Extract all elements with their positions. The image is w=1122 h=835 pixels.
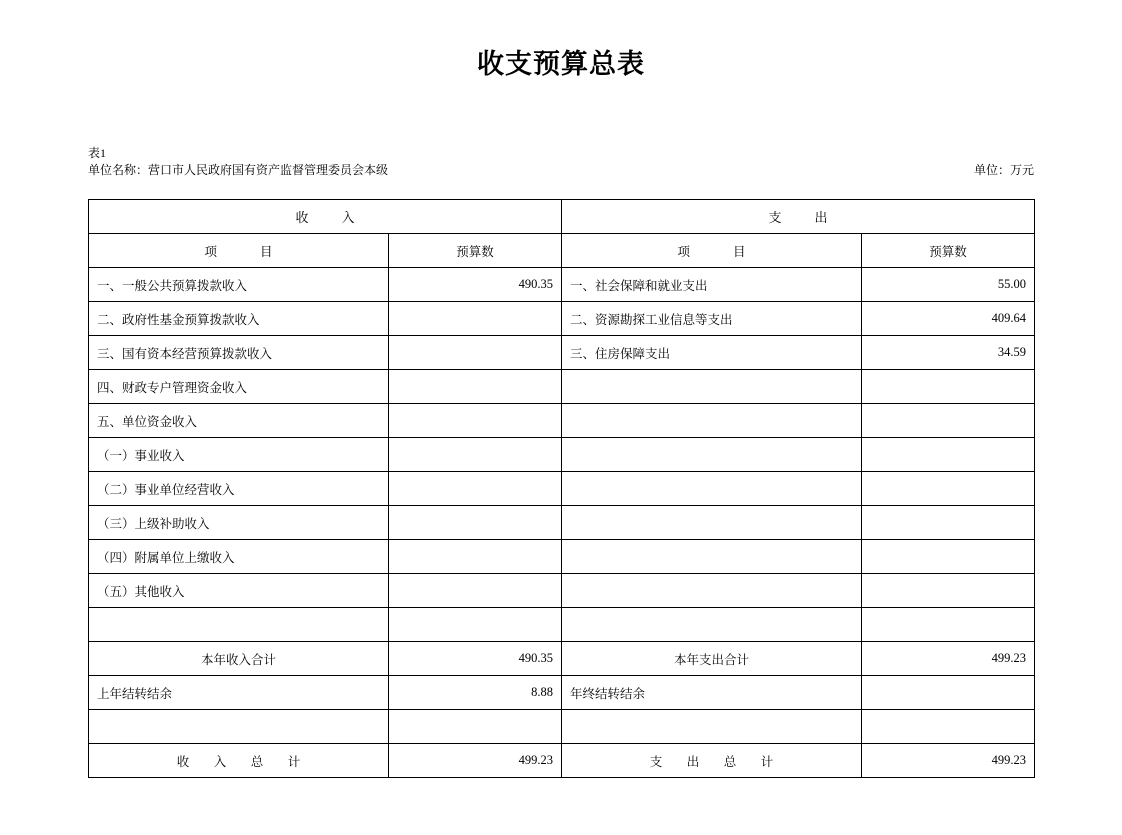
income-item: 四、财政专户管理资金收入 <box>89 370 389 404</box>
expenditure-value: 34.59 <box>862 336 1035 370</box>
group-header-expenditure: 支 出 <box>562 200 1035 234</box>
column-header-income-budget: 预算数 <box>389 234 562 268</box>
income-item: 五、单位资金收入 <box>89 404 389 438</box>
income-value <box>389 370 562 404</box>
currency-note: 单位：万元 <box>973 163 1034 177</box>
group-header-income: 收 入 <box>89 200 562 234</box>
expenditure-value <box>862 574 1035 608</box>
expenditure-item: 三、住房保障支出 <box>562 336 862 370</box>
grand-total-row <box>89 744 1035 778</box>
income-item <box>89 608 389 642</box>
expenditure-value <box>862 438 1035 472</box>
income-year-total-label: 本年收入合计 <box>89 642 389 676</box>
income-value: 490.35 <box>389 268 562 302</box>
page <box>0 42 1122 835</box>
expenditure-item: 二、资源勘探工业信息等支出 <box>562 302 862 336</box>
expenditure-year-total-value: 499.23 <box>862 642 1035 676</box>
income-item: （二）事业单位经营收入 <box>89 472 389 506</box>
expenditure-value: 55.00 <box>862 268 1035 302</box>
unit-name-row <box>88 162 1034 179</box>
expenditure-item <box>562 370 862 404</box>
income-value <box>389 540 562 574</box>
table-row <box>89 438 1035 472</box>
table-number-row <box>88 145 1034 162</box>
income-value <box>389 608 562 642</box>
table-row <box>89 268 1035 302</box>
carryover-end-label: 年终结转结余 <box>562 676 862 710</box>
table-row <box>89 370 1035 404</box>
unit-name-label: 单位名称： <box>88 163 149 177</box>
unit-name-value: 营口市人民政府国有资产监督管理委员会本级 <box>148 163 389 177</box>
expenditure-year-total-label: 本年支出合计 <box>562 642 862 676</box>
expenditure-item: 一、社会保障和就业支出 <box>562 268 862 302</box>
blank-left-value <box>389 710 562 744</box>
expenditure-item <box>562 574 862 608</box>
table-row <box>89 302 1035 336</box>
expenditure-value <box>862 472 1035 506</box>
expenditure-grand-total-value: 499.23 <box>862 744 1035 778</box>
blank-right-label <box>562 710 862 744</box>
blank-right-value <box>862 710 1035 744</box>
income-value <box>389 404 562 438</box>
expenditure-value: 409.64 <box>862 302 1035 336</box>
table-row <box>89 574 1035 608</box>
carryover-row <box>89 676 1035 710</box>
carryover-end-value <box>862 676 1035 710</box>
expenditure-value <box>862 608 1035 642</box>
income-item: （五）其他收入 <box>89 574 389 608</box>
table-row <box>89 506 1035 540</box>
income-item: （一）事业收入 <box>89 438 389 472</box>
income-value <box>389 472 562 506</box>
expenditure-item <box>562 540 862 574</box>
expenditure-item <box>562 472 862 506</box>
income-value <box>389 438 562 472</box>
year-total-row <box>89 642 1035 676</box>
document-meta <box>88 145 1034 179</box>
column-header-income-item: 项 目 <box>89 234 389 268</box>
income-value <box>389 302 562 336</box>
income-value <box>389 574 562 608</box>
table-row <box>89 404 1035 438</box>
expenditure-value <box>862 540 1035 574</box>
income-item: （四）附属单位上缴收入 <box>89 540 389 574</box>
page-title: 收支预算总表 <box>477 49 645 79</box>
income-grand-total-label: 收 入 总 计 <box>89 744 389 778</box>
column-header-expenditure-item: 项 目 <box>562 234 862 268</box>
income-item: （三）上级补助收入 <box>89 506 389 540</box>
expenditure-item <box>562 506 862 540</box>
expenditure-value <box>862 404 1035 438</box>
column-header-expenditure-budget: 预算数 <box>862 234 1035 268</box>
blank-row <box>89 710 1035 744</box>
income-item: 三、国有资本经营预算拨款收入 <box>89 336 389 370</box>
carryover-prev-value: 8.88 <box>389 676 562 710</box>
expenditure-item <box>562 404 862 438</box>
income-item: 二、政府性基金预算拨款收入 <box>89 302 389 336</box>
table-column-header-row <box>89 234 1035 268</box>
expenditure-grand-total-label: 支 出 总 计 <box>562 744 862 778</box>
expenditure-item <box>562 438 862 472</box>
table-number: 表1 <box>88 146 107 160</box>
table-row <box>89 472 1035 506</box>
expenditure-value <box>862 506 1035 540</box>
table-row <box>89 336 1035 370</box>
income-grand-total-value: 499.23 <box>389 744 562 778</box>
table-row <box>89 608 1035 642</box>
expenditure-value <box>862 370 1035 404</box>
income-year-total-value: 490.35 <box>389 642 562 676</box>
expenditure-item <box>562 608 862 642</box>
table-row <box>89 540 1035 574</box>
income-value <box>389 506 562 540</box>
table-group-header-row <box>89 200 1035 234</box>
budget-table <box>88 199 1035 778</box>
carryover-prev-label: 上年结转结余 <box>89 676 389 710</box>
income-value <box>389 336 562 370</box>
income-item: 一、一般公共预算拨款收入 <box>89 268 389 302</box>
blank-left-label <box>89 710 389 744</box>
